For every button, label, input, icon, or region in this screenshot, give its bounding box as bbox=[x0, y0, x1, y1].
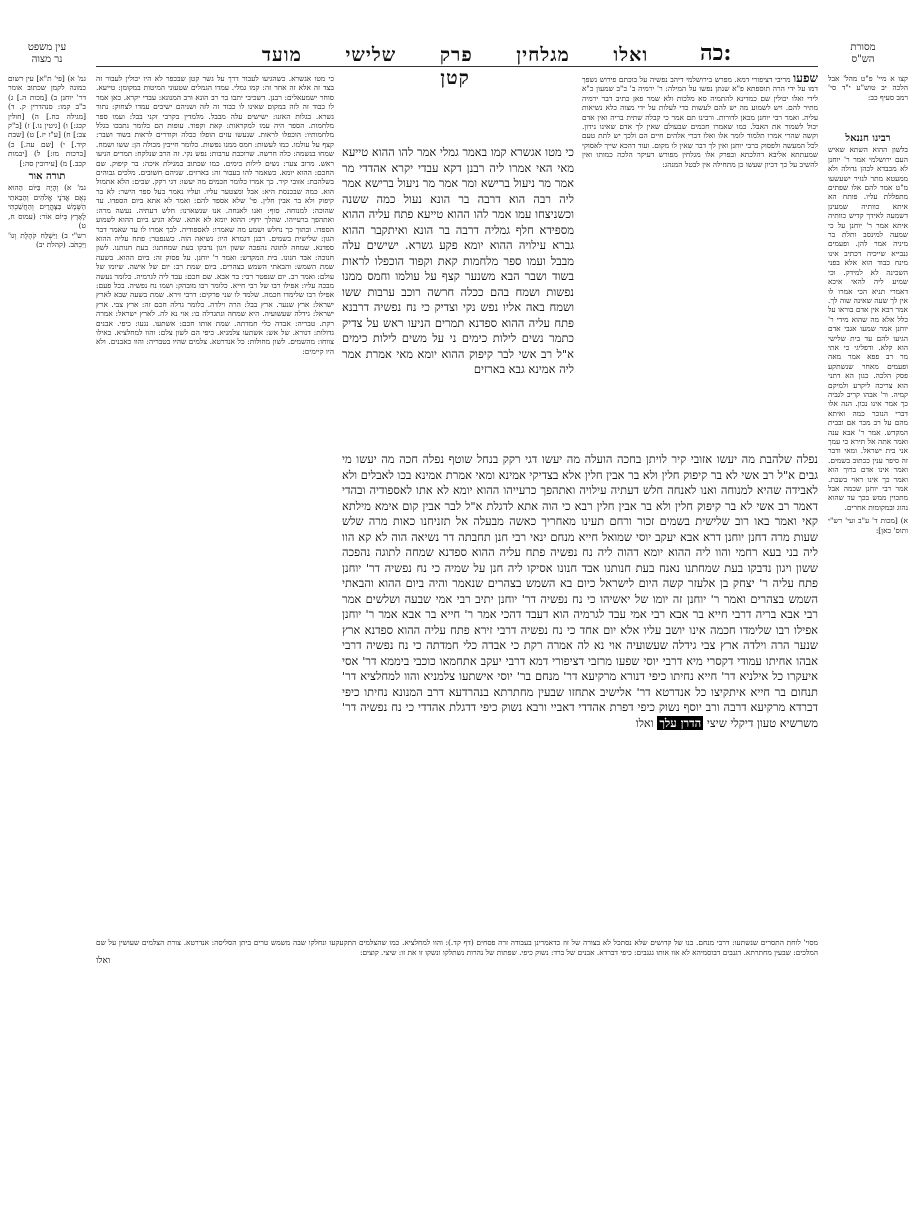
ein-mishpat-text: קצו א מיי' פ"ט מהל' אבל הלכה יב טוש"ע י"ד סי' רמב סעיף כב: bbox=[828, 74, 908, 102]
torah-or-text: גמ' א) וְהָיָה בַּיּוֹם הַהוּא נְאֻם אֲדֹנָי אֱלֹהִים וְהֵבֵאתִי הַשֶּׁמֶשׁ בַּצָּהֳרָיִם וְהַחֲשַׁכְתִּי לָאָרֶץ בְּיוֹם אוֹר: (עמוס ח, ט) bbox=[8, 183, 86, 231]
masoret-hashas-heading bbox=[828, 42, 898, 66]
rashi-verse-note: רש"י ב) וַיִּשְׁלַח קֹהֶלֶת וְגוֹ' וַיִּכְתֹּב. (קהלת יב) bbox=[8, 230, 86, 249]
masoret-hashas-text: גמ' א) [פי' ת"א] עין רשום כמונה לקמן שכתוב אומר דר' יוחנן ב) [מכות ה.] ג) ב"ב קמו: סנהדרין ק. ד) [מגילה כח.] ה) [חולין קכג:] ו) [גיטין נו.] ז) [ב"ק צב:] ח) [ע"ז יז.] ט) [שבת קיד.] י) [שם עה.] כ) [ברכות מז:] ל) [יבמות קכב.] מ) [עירובין סה:] bbox=[8, 74, 86, 168]
page-footnotes bbox=[96, 938, 818, 967]
hashas-label: הש"ס bbox=[851, 54, 875, 65]
tosafot-column bbox=[582, 74, 818, 504]
page-title: ואלו מגלחין פרק שלישי מועד קטן bbox=[261, 44, 649, 89]
gemara-upper-text: כי מטו אגשרא קמו באמר גמלי אמר להו ההוא טייעא מאי האי אמרו ליה רבנן דקא עבדי יקרא אהדדי מר אמר מר ניעול ברישא ומר אמר מר ניעול ברישא אמר ליה רבה הוא דרבה בר הונא נעול כמה ששנה וכשניצחו עמו אמר להו ההוא טייעא פתח עליה ההוא מספידא חלף גמליה דרבה בר הונא ואיתקבר ההוא גברא עילויה ההוא יומא פקע גשרא. ישישים עלה מבבל ועמו ספר מלחמות קאת וקפוד הוכפלו לראות בשוד ושבר הבא משנער קצף על עולמו וחמס ממנו נפשות ושמח בהם ככלה חרשה רוכב ערבות ששו ושמח באה אליו נפש נקי וצדיק כי נח נפשיה דרבנא פתח עליה ההוא ספדנא תמרים הניעו ראש על צדיק כתמר נשים לילות כימים ני על משים לילות כימים א"ל רב אשי לבר קיפוק ההוא יומא מאי אמרת אמר ליה אמינא גבא בארזים bbox=[342, 145, 574, 376]
rabbeinu-chananel-column bbox=[828, 130, 908, 830]
ein-mishpat-label: עין משפט bbox=[27, 42, 67, 53]
rashi-column bbox=[96, 74, 334, 934]
tosafot-body: מריבי דציפורי דמא. מפרש בירושלמי דיהב נפשיה על בוכתם פירוש נשפך דמו על ידי הרה תוספתא פ"א שנתן נפשו על המילה: ר' ירמיה ב' כ"ב שמעון כ"א לידי ואלו יכולין שם כמדינא להתמיה סא מלכות ולא שמר פאן כתיב דבר ירמיה מתיר להם. ויש לשמוע מה יש להם לעשות כדי לעלות על ידי מצוה כלא נשיאות עליה. ואמר רבי יוחנן מכאן לדורות. ורבינו תם אמר כי קבלה שתית בריה ואין אדם יכול לשמור את האבל. כמו שאמרו חכמים שבעולם שאין לך אדם שאינו נידון. וקשה שהרי אמרו תלמוד לומר אלו ואלו דברי אלהים חיים הם ולכך יש לתת טעם לכל המעשה ולפסוק כרבי יוחנן ואין לך דבר שאין לו מקום. ועוד דהכא שייך לאסוקי שמעתתא אליבא דהלכתא ובפרק אלו מגלחין מפורש דעיקר הלכה כמותו ואין להשיב על כך דכיון שעשו כן מתחילה אין לבטל המנהג: bbox=[582, 75, 818, 169]
daf-number: כה: bbox=[700, 40, 732, 66]
gemara-upper bbox=[342, 145, 574, 445]
header-rule bbox=[96, 66, 818, 67]
rashi-text: כי מטו אגשרא. כשהגיעו לעבור דרך על גשר קטן שבכפר לא היו יכולין לעבור זה בצד זה אלא זה אחר זה: קמו גמלי. עמדו הגמלים שטעוני המיטות במקומן: טייעא. סוחר ישמעאלים: רבנן. דשכיבי יתבו בר רב הונא ורב המנונא: עבדי יקרא. כאן אמר לו כבוד זה לזה במקום שאינו לו כבוד זה לזה ושניהם ישיבים עמדו לצחוק: נתור גשרא. בגלות האזנו: ישישים עלה מבבל. מלמדין בקרבי זקני בבל: ועמו ספר מלחמות. הספר היה עמו למקראות: קאת וקפוד. עופות הם כלומר נתבכו בגלל מלחמותיו: הוכפלו לראות. שנעשו עזים הופלו ככלה וקודרים לראות בשוד ושבר: קצף על עולמו. כמו לעשות: חמס ממנו נפשות. כלומר חייבין מכולה הן: ששו ושמח. שמחו בנשמה: כלה חרשה. שרוכבת ערבות: נפש נקי. זה הרב שנלקח: תמרים הניעו ראש. מרוב צער: נשים לילות כימים. כמו שכתוב במגילת איכה: בר קיפוק. שם החכם: ההוא יומא. כשאמר להו בעבור זה: בארזים. שניהם חשובים. מלכים גבוהים בשלהבת: אזובי קיר. כך אמרו כלומר חכמים מה יעשו: דגי רקק. שבים: הלא אתמול הוא. כמה שבכנסת היא: אבל ומצטער עליו. ועליו נאמר בעל ספר הישר: לא בר קיפוק ולא בר אבין חלין. פי' שלא אספד להם: ואמר לא אתא ביום הספדו. עד שהוכה: למנוחה. סוף: ואנו לאנחה. אנו שנשארנו: חלש דעתיה. נעשה מרה: ואתהפך ברעייהו. שהלך יחף: ההוא יומא לא אתא. שלא הגיע ביום ההוא לשמוע הספדו. ובתוך כך נחלש ושמע מה שאמרו: לאספודיה. לכך אמרו לו עד שאמר דבר הגון: שלישית בשמים. רבנן דגמרא היו: נשיאה הוה. כשנפטר: פתח עליה ההוא ספדנא. שמחה לתוגה נהפכה ששון ויגון נדבקו בעת שמחתנו: בעת חנותנו. לשון חנוכה: אבד חנונו. בית המקדש: ואמר ר' יוחנן. על פסוק זה: ביום ההוא. בשעה שמת השמש: והבאתי השמש בצהרים. ביום שמת רב: יום של אישה. שיומו של עולם: ואמר רב. יום שנפטר רבי: בר אבא. שם חכם: עבד ליה לגרמיה. כלומר נעשה מבכה עליו: אפילו רבו של רבי חייא. כלומר רבו מובהק: ושמו נח נפשיה. בכל פעם: אפילו רבו שלימדו חכמה. שלמד לו שני פרקים: דרבי זירא. שמת בשעה שבא לארץ ישראל: ארץ שנער. ארץ בבל: הרה וילדה. כלומר גדלה חכם זה: ארץ צבי. ארץ ישראל: גידלה שעשועיה. היא שמחה ונתגדלה בו: אוי נא לה. לארץ ישראל: אמרה רקת. טבריה: אבדה כלי חמדתה. שמת אותו חכם: אשתעו. נגעו: כיפי. אבנים גדולות: דנורא. של אש: אשתעו צלמניא. כיפי הם לשון צלם: והוו למחלציא. כאילו צווחו: מהשמים. לשון מחולות: כל אנדרטא. צלמים שהיו בטבריה: והוו כאבנים. ולא היו קיימים: bbox=[96, 74, 334, 356]
footnotes-text: מסוי' לוחת התסרים שנשתעו: דרבי מנחם. בנו של קדושים שלא נסתכל לא בצורה של זוז כדאמרינן בעבודה זרה פסחים (דף קד.): והוו למחלציא. כמו שהצלמים התקעקעו ונחלקו שבה משמש טרים ביתן הסליסה: אנדרטא. צורת הצלמים שעושין על שם המלכים: שבעין מחתרתא. דגנבים דבוסמיהא לא אוו אותו גגנבים: כיפי דברדא. אבנים של ברד: נשוק כיפי. שפתות של נהרות נשתלקו ונשקו זו את זו: שיצי. קוצים: bbox=[96, 938, 818, 957]
masoret-label: מסורת bbox=[850, 42, 876, 53]
footnotes-catchword: ואלו bbox=[96, 956, 111, 967]
gemara-lower-body: נפלה שלהבת מה יעשו אזובי קיר לויתן בחכה הועלה מה יעשו דגי רקק בנחל שוטף נפלה חכה מה יעשו מי גבים א"ל רב אשי לא בר קיפוק חלין ולא בר אבין חלין אלא בצדיקי אמינא ומאי אמרת אמינא בכו לאבלים ולא לאבידה שהיא למנוחה ואנו לאנחה חלש דעתיה עילויה ואתהפך כרעייהו ההוא יומא לא אתו לאספודיה ובהדי דאמר רב אשי לא בר קיפוק חלין ולא בר אבין חלין רבא כי הוה אתא לדגלת א"ל לבר אבין קום אימא מילתא קאי ואמר באו רוב שלישית בשמים זכור ורחם תעינו מאחריך כאשה מבעלה אל תזניחנו כאות מרה שלש שעות מרה דחנן יוחנן דרא אבא יעקב יוסי שמואל חייא מנחם ינאי רבי חנן תחבתה דר נשיאה הוה לא קא הוו ליה בני בעא רחמי והוו ליה ההוא יומא דהוה ליה נח נפשיה פתח עליה ההוא ספדנא שמחה לתוגה נהפכה ששון ויגון נדבקו בעת שמחתנו נאנח בעת חנותנו אבד חנונו אסיקו ליה חנן על שמיה כי נח נפשיה דר' יוחנן פתח עליה ר' יצחק בן אלעזר קשה היום לישראל כיום בא השמש בצהרים שנאמר והיה ביום ההוא והבאתי השמש בצהרים ואמר ר' יוחנן זה יומו של יאשיהו כי נח נפשיה דר' יוחנן יתיב רבי אמי שבעה ושלשים אמר רבי אבא בריה דרבי חייא בר אבא רבי אמי עבד לגרמיה הוא דעבד דהכי אמר ר' חייא בר אבא אמר ר' יוחנן אפילו רבו שלימדו חכמה אינו יושב עליו אלא יום אחד כי נח נפשיה דרבי זירא פתח עליה ההוא ספדנא ארץ שנער הרה וילדה ארץ צבי גידלה שעשועיה אוי נא לה אמרה רקת כי אבדה כלי חמדתה כי נח נפשיה דרבי אבהו אחיתו עמודי דקסרי מיא דרבי יוסי שפעו מרזבי דציפורי דמא דרבי יעקב אתחמאו כוכבי ביממא דר' אסי איעקרו כל אילניא דר' חייא נחיתו כיפי דנורא מרקיעא דר' מנחם בר' יוסי אישתעו צלמניא והוו למחלציא דר' תנחום בר חייא איתקיצו כל אנדרטא דר' אלישיב אתחזו שבעין מחתרתא בנהרדעא דרב המנונא נחיתו כיפי דברדא מרקיעא דרבה ורב יוסף נשוק כיפי דפרת אהדדי דאביי ורבא נשוק כיפי דדגלת אהדדי כי נח נפשיה דר' משרשיא טעון דיקלי שיצי bbox=[342, 452, 818, 730]
ein-mishpat-column bbox=[828, 74, 908, 124]
gemara-lower-text bbox=[342, 452, 818, 731]
tosafot-text bbox=[582, 74, 818, 169]
gemara-lower bbox=[342, 452, 818, 932]
next-chapter-word: ואלו bbox=[635, 715, 654, 730]
rabbeinu-chananel-title: רבינו חננאל bbox=[845, 133, 891, 144]
ner-mitzvah-label: נר מצוה bbox=[31, 54, 63, 65]
hadran-marker: הדרן עלך bbox=[659, 715, 702, 730]
torah-or-title: תורה אור bbox=[28, 171, 66, 183]
rabbeinu-chananel-text: בלשון ההוא השתא שאיש העם ירושלמי אמר ר' יוחנן לא מכבדא לכהן גדולה ולא ממעטא מתר לנזיר ישעשעו מ"ט אמר להם אלו שפתים מתפללת עליו. פותח הא איתא כוותיה שמעינן דשמעה לאידך קדיש כוותיה איתא אמר ר' יוחנן על כי שמעה למינסב ותלת בר מיניה אמר להן. ופעמים גנבייא שייכיה דכתיב אינו מינח כבוד הוא אלא בפני השכינה לא למידק. וכי שמיע ליה להאי איכא דאמרי תניא הכי אמרו לו אין לך שעה שאינה שוה לך. אמר רבא אין אדם בוראו על כלל אלא מה שהוא מידי ר' יוחנן אמר שמעו אגבי אדם הגיעו להם עד בית שלישי הוא קלא. ודפליגי כי אתי מר רב פפא אמר מאה ופעמים מאחר שנשתקע פסק הלכה. כגון הא דתני הוא צריכה ליקרע ולמיקם קמיה. ור' אבהו קריב לגביה כך אמר אינו נכון. הנה אלו דברי הנזכר כמה ואיתא מהם על רב מכר אם ובבית המקדש. אמר ר' אבא ענה ואמר אתה אל תירא כי עמך אני בית ישראל. ומאי ודבר זה סיפר ענין ככתוב בשמים. ואמר אינו אדם ברוך הוא ואמר כך אינו ראוי בשבת. אמר רבי יוחנן שכמה אבל מתכוין ממש בכך עד שהוא נהוג ובמקומות אחרים. bbox=[828, 145, 908, 512]
masoret-hashas-column bbox=[8, 74, 86, 814]
tosafot-lead-word: שפעו bbox=[793, 74, 818, 85]
rabbeinu-chananel-footnote: א) [מכות ד' ע"ב ועי' רש"י ותוס' כאן]: bbox=[828, 516, 908, 535]
ein-mishpat-heading bbox=[12, 42, 82, 66]
